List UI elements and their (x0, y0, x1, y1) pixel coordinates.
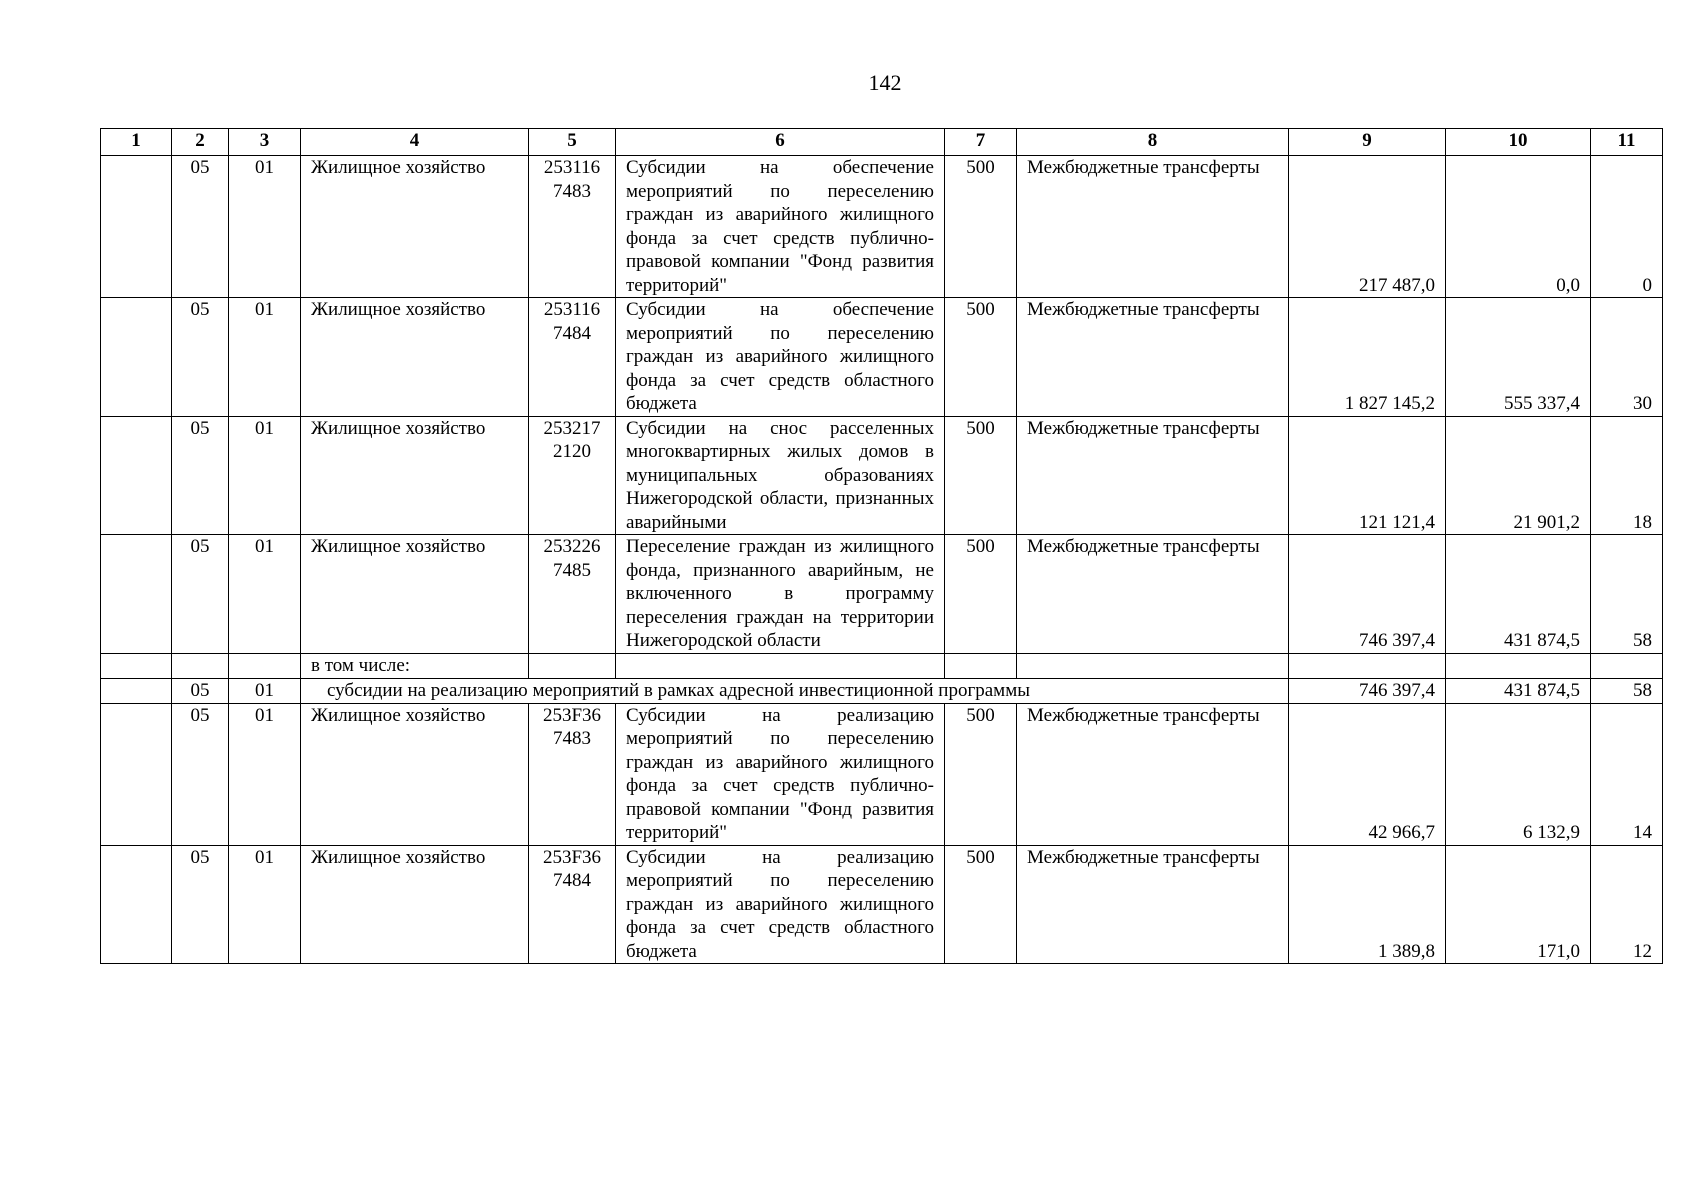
cell-empty (1591, 653, 1663, 678)
cell-description: Субсидии на обеспечение мероприятий по переселению граждан из аварийного жилищного фонда за счет средств областного бюджета (616, 298, 945, 417)
cell-section: 05 (172, 678, 229, 703)
cell-section: 05 (172, 535, 229, 654)
cell-empty (1446, 653, 1591, 678)
table-row (101, 535, 1663, 654)
cell-percent: 58 (1591, 535, 1663, 654)
code-part: 7484 (553, 322, 591, 344)
cell-col1 (101, 703, 172, 845)
cell-empty (101, 678, 172, 703)
code-part: 7483 (553, 728, 591, 749)
cell-empty (1017, 653, 1289, 678)
cell-expense-type: 500 (945, 416, 1017, 535)
page-number: 142 (868, 70, 902, 95)
cell-plan: 1 389,8 (1289, 845, 1446, 964)
cell-percent: 18 (1591, 416, 1663, 535)
cell-subsection: 01 (229, 703, 301, 845)
code-part: 7485 (553, 559, 591, 581)
table-row-including (101, 653, 1663, 678)
cell-expense-name: Межбюджетные трансферты (1017, 703, 1289, 845)
table-row (101, 156, 1663, 298)
code-part: 253F36 (542, 846, 602, 868)
cell-expense-name: Межбюджетные трансферты (1017, 298, 1289, 417)
cell-actual: 0,0 (1446, 156, 1591, 298)
col-header-4: 4 (301, 129, 529, 156)
cell-col1 (101, 845, 172, 964)
cell-subsection: 01 (229, 845, 301, 964)
cell-plan: 746 397,4 (1289, 678, 1446, 703)
cell-expense-name: Межбюджетные трансферты (1017, 535, 1289, 654)
cell-percent: 14 (1591, 703, 1663, 845)
cell-actual: 431 874,5 (1446, 678, 1591, 703)
cell-plan: 42 966,7 (1289, 703, 1446, 845)
cell-description: Субсидии на снос расселенных многоквартирных жилых домов в муниципальных образованиях Нижегородской области, признанных аварийными (616, 416, 945, 535)
cell-section: 05 (172, 298, 229, 417)
code-part: 7484 (553, 870, 591, 891)
cell-expense-name: Межбюджетные трансферты (1017, 845, 1289, 964)
cell-expense-type: 500 (945, 156, 1017, 298)
cell-section: 05 (172, 156, 229, 298)
cell-actual: 21 901,2 (1446, 416, 1591, 535)
cell-description: Субсидии на реализацию мероприятий по переселению граждан из аварийного жилищного фонда за счет средств областного бюджета (616, 845, 945, 964)
cell-description: Субсидии на реализацию мероприятий по переселению граждан из аварийного жилищного фонда за счет средств публично-правовой компании "Фонд развития территорий" (616, 703, 945, 845)
col-header-8: 8 (1017, 129, 1289, 156)
cell-target-code (529, 416, 616, 535)
cell-name: Жилищное хозяйство (301, 156, 529, 298)
code-part: 7483 (553, 180, 591, 202)
cell-expense-name: Межбюджетные трансферты (1017, 416, 1289, 535)
code-part: 253226 (543, 536, 601, 557)
cell-target-code (529, 845, 616, 964)
cell-percent: 12 (1591, 845, 1663, 964)
cell-name: Жилищное хозяйство (301, 298, 529, 417)
cell-target-code (529, 535, 616, 654)
cell-empty (172, 653, 229, 678)
cell-section: 05 (172, 416, 229, 535)
cell-expense-type: 500 (945, 703, 1017, 845)
including-label: в том числе: (301, 653, 529, 678)
cell-empty (529, 653, 616, 678)
cell-actual: 431 874,5 (1446, 535, 1591, 654)
cell-name: Жилищное хозяйство (301, 535, 529, 654)
col-header-6: 6 (616, 129, 945, 156)
cell-plan: 1 827 145,2 (1289, 298, 1446, 417)
cell-empty (945, 653, 1017, 678)
cell-section: 05 (172, 845, 229, 964)
cell-col1 (101, 535, 172, 654)
col-header-9: 9 (1289, 129, 1446, 156)
code-part: 253116 (543, 299, 601, 320)
cell-name: Жилищное хозяйство (301, 845, 529, 964)
cell-name: Жилищное хозяйство (301, 703, 529, 845)
col-header-7: 7 (945, 129, 1017, 156)
cell-description: Переселение граждан из жилищного фонда, признанного аварийным, не включенного в программу переселения граждан на территории Нижегородской области (616, 535, 945, 654)
col-header-11: 11 (1591, 129, 1663, 156)
code-part: 2120 (553, 441, 591, 462)
cell-target-code (529, 703, 616, 845)
cell-col1 (101, 156, 172, 298)
cell-target-code (529, 156, 616, 298)
code-part: 253217 (543, 417, 601, 439)
cell-section: 05 (172, 703, 229, 845)
col-header-2: 2 (172, 129, 229, 156)
cell-percent: 0 (1591, 156, 1663, 298)
cell-percent: 30 (1591, 298, 1663, 417)
cell-expense-type: 500 (945, 298, 1017, 417)
table-row (101, 703, 1663, 845)
cell-subsection: 01 (229, 678, 301, 703)
table-row (101, 416, 1663, 535)
cell-col1 (101, 416, 172, 535)
cell-target-code (529, 298, 616, 417)
col-header-5: 5 (529, 129, 616, 156)
cell-actual: 171,0 (1446, 845, 1591, 964)
cell-plan: 121 121,4 (1289, 416, 1446, 535)
col-header-1: 1 (101, 129, 172, 156)
cell-expense-type: 500 (945, 535, 1017, 654)
cell-percent: 58 (1591, 678, 1663, 703)
cell-empty (616, 653, 945, 678)
cell-subsection: 01 (229, 535, 301, 654)
cell-empty (229, 653, 301, 678)
cell-col1 (101, 298, 172, 417)
col-header-10: 10 (1446, 129, 1591, 156)
table-row-subtotal (101, 678, 1663, 703)
table-row (101, 845, 1663, 964)
cell-empty (101, 653, 172, 678)
cell-name: Жилищное хозяйство (301, 416, 529, 535)
budget-table (100, 128, 1663, 964)
subtotal-label: субсидии на реализацию мероприятий в рамках адресной инвестиционной программы (301, 678, 1289, 703)
code-part: 253116 (543, 157, 601, 178)
cell-empty (1289, 653, 1446, 678)
header-row (101, 129, 1663, 156)
cell-expense-type: 500 (945, 845, 1017, 964)
cell-subsection: 01 (229, 416, 301, 535)
cell-actual: 6 132,9 (1446, 703, 1591, 845)
cell-description: Субсидии на обеспечение мероприятий по переселению граждан из аварийного жилищного фонда за счет средств публично-правовой компании "Фонд развития территорий" (616, 156, 945, 298)
cell-plan: 217 487,0 (1289, 156, 1446, 298)
cell-actual: 555 337,4 (1446, 298, 1591, 417)
cell-subsection: 01 (229, 298, 301, 417)
cell-subsection: 01 (229, 156, 301, 298)
code-part: 253F36 (542, 704, 602, 726)
table-row (101, 298, 1663, 417)
cell-expense-name: Межбюджетные трансферты (1017, 156, 1289, 298)
cell-plan: 746 397,4 (1289, 535, 1446, 654)
col-header-3: 3 (229, 129, 301, 156)
